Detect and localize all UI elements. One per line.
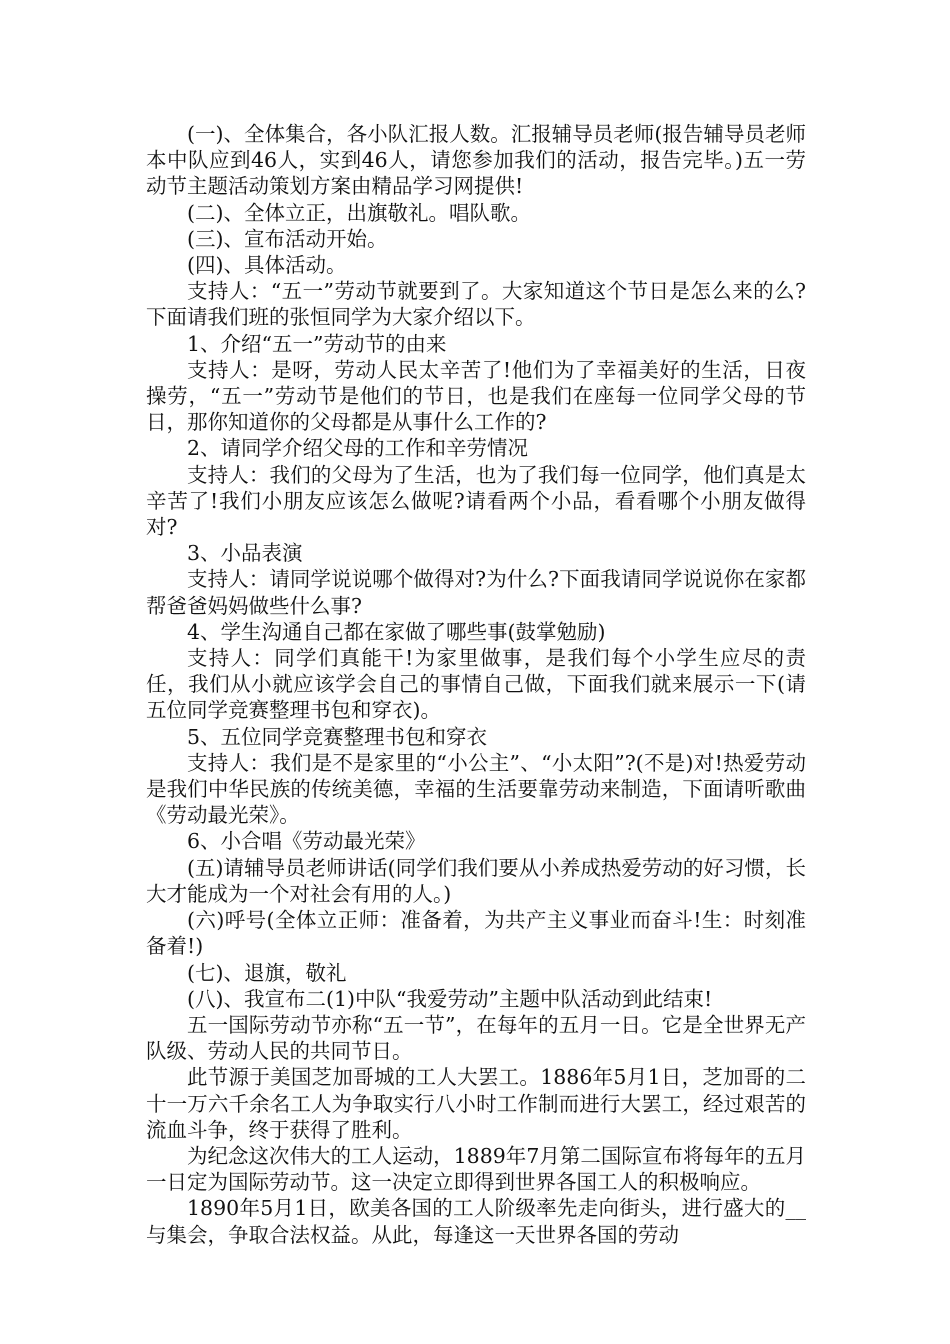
paragraph: 此节源于美国芝加哥城的工人大罢工。1886年5月1日，芝加哥的二十一万六千余名工人为争取实行八小时工作制而进行大罢工，经过艰苦的流血斗争，终于获得了胜利。 <box>146 1065 806 1142</box>
paragraph: (七)、退旗，敬礼 <box>187 960 347 985</box>
document-body <box>146 121 806 1248</box>
paragraph: 1、介绍“五一”劳动节的由来 <box>187 331 447 356</box>
paragraph: 支持人：同学们真能干!为家里做事，是我们每个小学生应尽的责任，我们从小就应该学会自己的事情自己做，下面我们就来展示一下(请五位同学竞赛整理书包和穿衣)。 <box>146 646 806 723</box>
paragraph: 支持人：我们是不是家里的“小公主”、“小太阳”?(不是)对!热爱劳动是我们中华民族的传统美德，幸福的生活要靠劳动来制造，下面请听歌曲《劳动最光荣》。 <box>146 750 806 828</box>
paragraph: 6、小合唱《劳动最光荣》 <box>187 829 426 854</box>
paragraph: (八)、我宣布二(1)中队“我爱劳动”主题中队活动到此结束! <box>187 986 713 1011</box>
paragraph: 为纪念这次伟大的工人运动，1889年7月第二国际宣布将每年的五月一日定为国际劳动节。这一决定立即得到世界各国工人的积极响应。 <box>146 1143 806 1195</box>
paragraph: (六)呼号(全体立正师：准备着，为共产主义事业而奋斗!生：时刻准备着!) <box>146 908 806 959</box>
paragraph: (五)请辅导员老师讲话(同学们我们要从小养成热爱劳动的好习惯，长大才能成为一个对社会有用的人。) <box>146 855 806 906</box>
paragraph: 支持人：是呀，劳动人民太辛苦了!他们为了幸福美好的生活，日夜操劳，“五一”劳动节是他们的节日，也是我们在座每一位同学父母的节日，那你知道你的父母都是从事什么工作的? <box>146 357 806 435</box>
paragraph: 支持人：“五一”劳动节就要到了。大家知道这个节日是怎么来的么?下面请我们班的张恒同学为大家介绍以下。 <box>146 279 806 330</box>
paragraph: (二)、全体立正，出旗敬礼。唱队歌。 <box>187 200 531 225</box>
paragraph: (四)、具体活动。 <box>187 253 347 278</box>
paragraph: 支持人：请同学说说哪个做得对?为什么?下面我请同学说说你在家都帮爸爸妈妈做些什么事? <box>146 567 806 618</box>
paragraph: 5、五位同学竞赛整理书包和穿衣 <box>187 724 488 749</box>
paragraph: (一)、全体集合，各小队汇报人数。汇报辅导员老师(报告辅导员老师本中队应到46人，实到46人，请您参加我们的活动，报告完毕。)五一劳动节主题活动策划方案由精品学习网提供! <box>146 122 806 199</box>
paragraph: 五一国际劳动节亦称“五一节”，在每年的五月一日。它是全世界无产队级、劳动人民的共同节日。 <box>146 1012 806 1064</box>
paragraph: 1890年5月1日，欧美各国的工人阶级率先走向街头，进行盛大的__与集会，争取合法权益。从此，每逢这一天世界各国的劳动 <box>146 1196 806 1247</box>
paragraph: 支持人：我们的父母为了生活，也为了我们每一位同学，他们真是太辛苦了!我们小朋友应该怎么做呢?请看两个小品，看看哪个小朋友做得对? <box>146 462 806 540</box>
paragraph: (三)、宣布活动开始。 <box>187 226 388 251</box>
paragraph: 2、请同学介绍父母的工作和辛劳情况 <box>187 436 529 461</box>
paragraph: 4、学生沟通自己都在家做了哪些事(鼓掌勉励) <box>187 619 606 644</box>
paragraph: 3、小品表演 <box>187 541 303 566</box>
